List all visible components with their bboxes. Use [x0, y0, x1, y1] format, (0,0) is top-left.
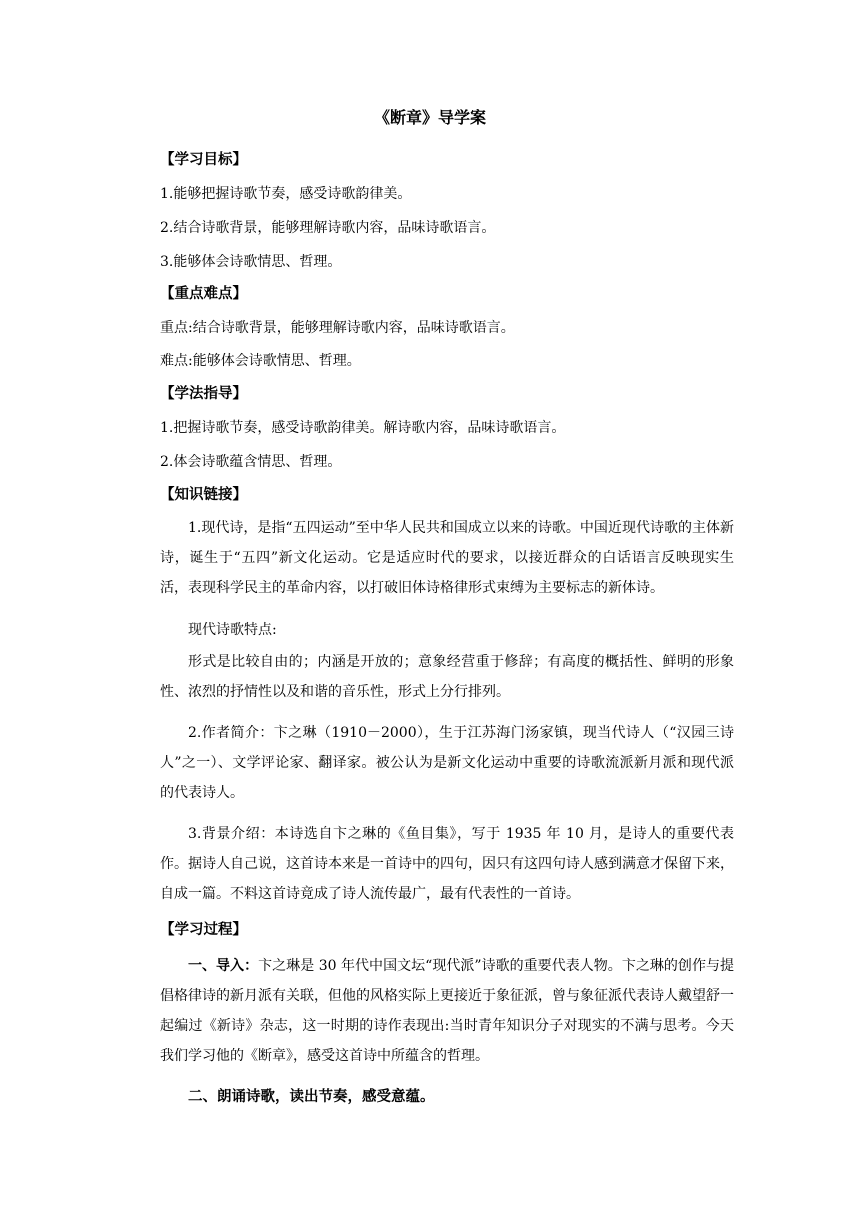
goal-item-1: 1.能够把握诗歌节奏，感受诗歌韵律美。 [160, 186, 412, 202]
step-2-heading: 二、朗诵诗歌，读出节奏，感受意蕴。 [188, 1089, 435, 1105]
goal-item-2: 2.结合诗歌背景，能够理解诗歌内容，品味诗歌语言。 [160, 220, 496, 236]
section-heading-goals: 【学习目标】 [160, 152, 247, 168]
intro-text: 卞之琳是 30 年代中国文坛“现代派”诗歌的重要代表人物。卞之琳的创作与提倡格律诗的新月派有关联，但他的风格实际上更接近于象征派，曾与象征派代表诗人戴望舒一起编过《新诗》杂志，这一时期的诗作表现出:当时青年知识分子对现实的不满与思考。今天我们学习他的《断章》，感受这首诗中所蕴含的哲理。 [160, 958, 734, 1064]
intro-paragraph [160, 951, 734, 1071]
method-item-2: 2.体会诗歌蕴含情思、哲理。 [160, 454, 342, 470]
author-paragraph: 2.作者简介：卞之琳（1910－2000），生于江苏海门汤家镇，现当代诗人（“汉园三诗人”之一）、文学评论家、翻译家。被公认为是新文化运动中重要的诗歌流派新月派和现代派的代表诗人。 [160, 725, 734, 801]
features-paragraph: 形式是比较自由的；内涵是开放的；意象经营重于修辞；有高度的概括性、鲜明的形象性、浓烈的抒情性以及和谐的音乐性，形式上分行排列。 [160, 654, 734, 700]
section-heading-process: 【学习过程】 [160, 922, 247, 938]
page-title: 《断章》导学案 [373, 108, 486, 127]
knowledge-paragraph-modern-poetry: 1.现代诗，是指“五四运动”至中华人民共和国成立以来的诗歌。中国近现代诗歌的主体新诗，诞生于“五四”新文化运动。它是适应时代的要求，以接近群众的白话语言反映现实生活，表现科学民主的革命内容，以打破旧体诗格律形式束缚为主要标志的新体诗。 [160, 520, 734, 596]
features-label: 现代诗歌特点: [188, 622, 277, 638]
keypoint-item-1: 重点:结合诗歌背景，能够理解诗歌内容，品味诗歌语言。 [160, 320, 515, 336]
section-heading-method: 【学法指导】 [160, 386, 247, 402]
section-heading-knowledge: 【知识链接】 [160, 487, 247, 503]
intro-lead: 一、导入： [188, 958, 259, 974]
section-heading-keypoints: 【重点难点】 [160, 286, 247, 302]
goal-item-3: 3.能够体会诗歌情思、哲理。 [160, 254, 342, 270]
method-item-1: 1.把握诗歌节奏，感受诗歌韵律美。解诗歌内容，品味诗歌语言。 [160, 420, 566, 436]
background-paragraph: 3.背景介绍：本诗选自卞之琳的《鱼目集》，写于 1935 年 10 月，是诗人的重要代表作。据诗人自己说，这首诗本来是一首诗中的四句，因只有这四句诗人感到满意才保留下来，自成一篇。不料这首诗竟成了诗人流传最广，最有代表性的一首诗。 [160, 826, 734, 902]
keypoint-item-2: 难点:能够体会诗歌情思、哲理。 [160, 353, 361, 369]
